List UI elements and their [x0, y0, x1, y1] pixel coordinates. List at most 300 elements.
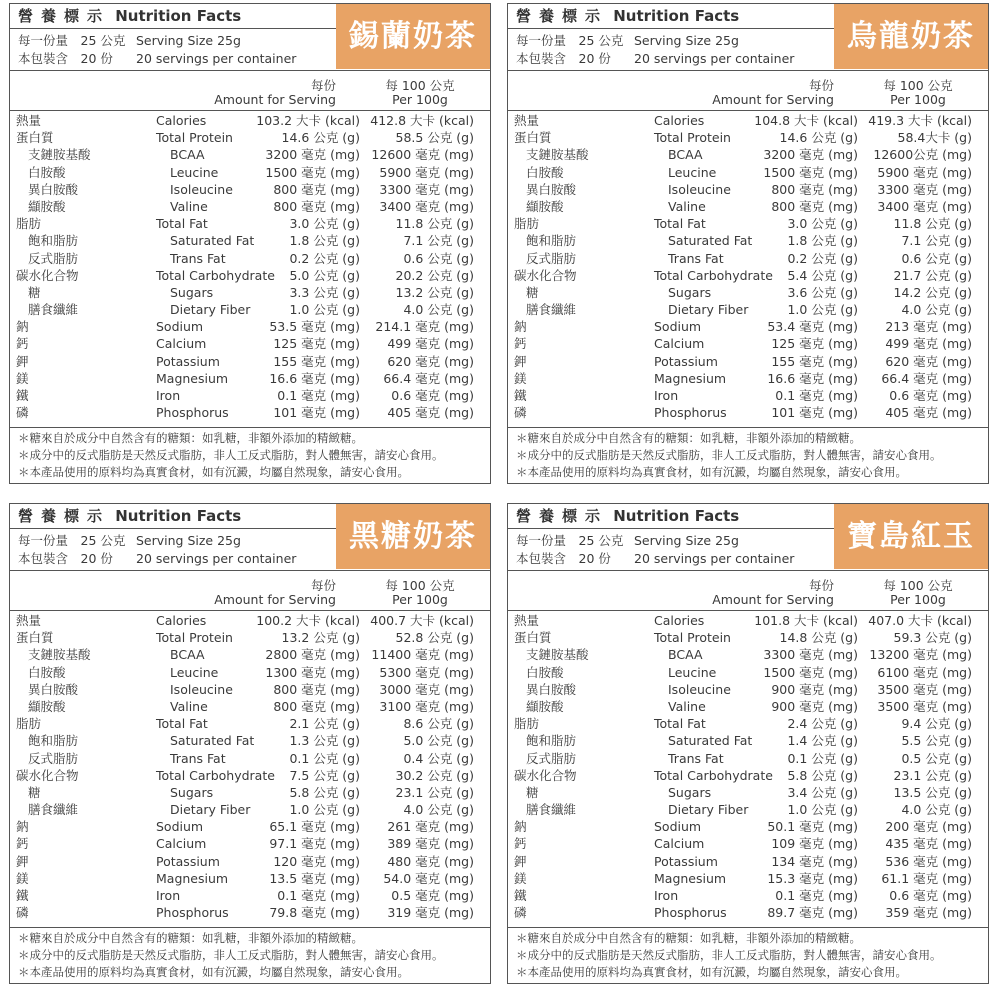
serving-info: [516, 532, 834, 568]
table-row: [10, 784, 490, 801]
nutrient-name-en: Valine: [668, 698, 706, 714]
nutrient-name-en: Calcium: [654, 336, 705, 352]
per-100g-value: 3500 毫克 (mg): [877, 681, 972, 697]
per-100g-value: 4.0 公克 (g): [901, 302, 972, 318]
title-en: Nutrition Facts: [613, 507, 740, 525]
per-100g-value: 4.0 公克 (g): [403, 802, 474, 818]
per-serving-value: 1.0 公克 (g): [289, 302, 360, 318]
per-100g-value: 213 毫克 (mg): [885, 319, 972, 335]
nutrient-name-en: Sugars: [170, 284, 214, 300]
nutrient-name-en: Trans Fat: [170, 250, 226, 266]
nutrient-name-en: Calories: [156, 113, 207, 128]
table-row: [10, 801, 490, 818]
nutrient-name-zh: 蛋白質: [514, 630, 552, 646]
servings-en: 20 servings per container: [136, 551, 297, 566]
per-100g-heading-zh: 每 100 公克: [385, 578, 455, 593]
footnotes: [516, 930, 942, 981]
nutrient-name-en: Isoleucine: [668, 181, 731, 197]
per-100g-value: 359 毫克 (mg): [885, 905, 972, 921]
per-100g-value: 480 毫克 (mg): [387, 853, 474, 869]
nutrient-name-en: Isoleucine: [170, 181, 233, 197]
table-row: [10, 301, 490, 318]
per-serving-heading-en: Amount for Serving: [712, 592, 834, 607]
nutrient-name-zh: 糖: [28, 284, 41, 300]
nutrient-name-en: Trans Fat: [668, 250, 724, 266]
nutrient-name-en: Total Fat: [156, 216, 208, 232]
table-row: [508, 318, 988, 335]
per-serving-value: 800 毫克 (mg): [771, 198, 858, 214]
divider: [10, 610, 490, 611]
per-serving-value: 2800 毫克 (mg): [265, 647, 360, 663]
serving-size-en: Serving Size 25g: [136, 33, 241, 48]
per-serving-value: 1.4 公克 (g): [787, 733, 858, 749]
table-row: [508, 732, 988, 749]
servings-en: 20 servings per container: [136, 51, 297, 66]
serving-info: [516, 32, 834, 68]
product-name-badge: 錫蘭奶茶: [336, 4, 490, 69]
table-row: [10, 146, 490, 163]
table-row: [10, 353, 490, 370]
nutrient-name-zh: 鈣: [514, 336, 527, 352]
nutrient-name-en: Calcium: [156, 836, 207, 852]
nutrient-name-zh: 鈉: [16, 319, 29, 335]
per-serving-value: 5.8 公克 (g): [787, 767, 858, 783]
nutrient-name-zh: 鎂: [514, 370, 527, 386]
nutrient-name-zh: 反式脂肪: [526, 750, 577, 766]
nutrient-name-zh: 蛋白質: [514, 130, 552, 146]
nutrient-name-en: Total Fat: [654, 716, 706, 732]
footnote: ＊成分中的反式脂肪是天然反式脂肪，非人工反式脂肪，對人體無害，請安心食用。: [516, 948, 942, 962]
per-100g-value: 5.5 公克 (g): [901, 733, 972, 749]
per-100g-value: 11.8 公克 (g): [395, 216, 474, 232]
nutrient-name-en: Iron: [654, 388, 679, 403]
nutrient-name-en: Total Carbohydrate: [654, 267, 773, 283]
nutrient-table: [508, 612, 988, 921]
serving-size-zh: 每一份量 25 公克: [516, 533, 624, 548]
table-row: [10, 767, 490, 784]
nutrient-name-zh: 糖: [526, 784, 539, 800]
nutrient-name-zh: 脂肪: [16, 716, 42, 732]
per-serving-heading-zh: 每份: [310, 78, 336, 93]
per-serving-value: 109 毫克 (mg): [771, 836, 858, 852]
nutrient-name-zh: 飽和脂肪: [28, 733, 79, 749]
per-serving-value: 101 毫克 (mg): [273, 405, 360, 421]
per-100g-value: 20.2 公克 (g): [395, 267, 474, 283]
table-row: [10, 250, 490, 267]
per-100g-value: 5900 毫克 (mg): [877, 164, 972, 180]
nutrient-name-en: Potassium: [654, 353, 718, 369]
table-row: [10, 318, 490, 335]
per-serving-value: 800 毫克 (mg): [273, 181, 360, 197]
per-100g-value: 3300 毫克 (mg): [877, 181, 972, 197]
per-serving-value: 1.8 公克 (g): [787, 233, 858, 249]
nutrient-name-en: Saturated Fat: [170, 233, 255, 249]
nutrient-name-zh: 飽和脂肪: [28, 233, 79, 249]
nutrient-name-zh: 磷: [514, 905, 527, 921]
table-row: [508, 250, 988, 267]
nutrient-name-zh: 異白胺酸: [526, 181, 577, 197]
per-100g-value: 261 毫克 (mg): [387, 819, 474, 835]
servings-zh: 本包裝含 20 份: [18, 51, 113, 66]
per-serving-value: 900 毫克 (mg): [771, 681, 858, 697]
footnote: ＊成分中的反式脂肪是天然反式脂肪，非人工反式脂肪，對人體無害，請安心食用。: [18, 448, 444, 462]
table-row: [508, 750, 988, 767]
nutrient-name-zh: 鎂: [16, 870, 29, 886]
per-serving-value: 5.4 公克 (g): [787, 267, 858, 283]
per-100g-value: 9.4 公克 (g): [901, 716, 972, 732]
per-100g-value: 0.5 毫克 (mg): [391, 888, 474, 903]
per-100g-value: 3400 毫克 (mg): [877, 198, 972, 214]
per-serving-value: 13.5 毫克 (mg): [269, 870, 360, 886]
serving-size-zh: 每一份量 25 公克: [516, 33, 624, 48]
per-100g-heading-en: Per 100g: [392, 592, 448, 607]
nutrient-name-en: Total Carbohydrate: [156, 767, 275, 783]
per-100g-value: 3500 毫克 (mg): [877, 698, 972, 714]
per-serving-value: 50.1 毫克 (mg): [767, 819, 858, 835]
table-row: [508, 301, 988, 318]
nutrient-name-zh: 熱量: [16, 613, 42, 628]
per-serving-value: 14.8 公克 (g): [779, 630, 858, 646]
nutrient-name-zh: 鉀: [514, 853, 527, 869]
nutrient-name-zh: 膳食纖維: [526, 302, 577, 318]
nutrient-name-zh: 碳水化合物: [16, 767, 79, 783]
per-serving-value: 1300 毫克 (mg): [265, 664, 360, 680]
per-serving-value: 3300 毫克 (mg): [763, 647, 858, 663]
table-row: [10, 335, 490, 352]
table-row: [10, 629, 490, 646]
nutrient-name-en: Total Fat: [156, 716, 208, 732]
table-row: [10, 164, 490, 181]
footnote: ＊本產品使用的原料均為真實食材，如有沉澱，均屬自然現象，請安心食用。: [516, 465, 907, 479]
nutrient-name-en: Phosphorus: [654, 405, 727, 421]
table-row: [508, 198, 988, 215]
per-serving-heading-zh: 每份: [808, 78, 834, 93]
servings-en: 20 servings per container: [634, 51, 795, 66]
table-row: [10, 404, 490, 421]
table-row: [10, 715, 490, 732]
nutrient-name-en: Total Protein: [654, 630, 731, 646]
title-zh: 營養標示: [18, 507, 111, 525]
divider: [508, 927, 988, 928]
divider: [10, 927, 490, 928]
per-100g-value: 200 毫克 (mg): [885, 819, 972, 835]
table-row: [508, 646, 988, 663]
per-serving-heading-zh: 每份: [808, 578, 834, 593]
per-serving-value: 0.1 公克 (g): [787, 750, 858, 766]
nutrient-name-en: Potassium: [156, 353, 220, 369]
nutrient-table: [508, 112, 988, 421]
nutrient-name-en: Magnesium: [654, 370, 727, 386]
per-100g-value: 13.5 公克 (g): [893, 784, 972, 800]
per-100g-value: 23.1 公克 (g): [893, 767, 972, 783]
table-row: [508, 681, 988, 698]
per-serving-value: 1500 毫克 (mg): [763, 664, 858, 680]
nutrient-name-en: Sugars: [170, 784, 214, 800]
serving-info: [18, 532, 336, 568]
per-serving-value: 16.6 毫克 (mg): [767, 370, 858, 386]
table-row: [508, 129, 988, 146]
nutrient-name-en: Potassium: [654, 853, 718, 869]
nutrient-name-en: Total Protein: [156, 630, 233, 646]
table-row: [508, 353, 988, 370]
per-serving-value: 1.0 公克 (g): [787, 302, 858, 318]
per-serving-value: 100.2 大卡 (kcal): [256, 613, 360, 628]
table-row: [10, 129, 490, 146]
per-serving-value: 14.6 公克 (g): [779, 130, 858, 146]
nutrient-name-zh: 鉀: [16, 853, 29, 869]
nutrient-name-en: Iron: [156, 388, 181, 403]
per-serving-value: 14.6 公克 (g): [281, 130, 360, 146]
per-serving-value: 0.1 毫克 (mg): [277, 888, 360, 903]
nutrient-name-zh: 脂肪: [514, 716, 540, 732]
table-row: [10, 612, 490, 629]
table-row: [10, 870, 490, 887]
nutrient-table: [10, 112, 490, 421]
nutrient-table: [10, 612, 490, 921]
nutrient-name-en: Sodium: [654, 819, 702, 835]
per-serving-value: 3.4 公克 (g): [787, 784, 858, 800]
per-100g-value: 0.6 毫克 (mg): [889, 888, 972, 903]
table-row: [10, 198, 490, 215]
divider: [508, 427, 988, 428]
per-100g-value: 58.4大卡 (g): [897, 130, 972, 146]
nutrient-name-zh: 熱量: [16, 113, 42, 128]
per-serving-value: 800 毫克 (mg): [273, 698, 360, 714]
per-100g-value: 54.0 毫克 (mg): [383, 870, 474, 886]
table-row: [508, 698, 988, 715]
footnotes: [18, 930, 444, 981]
table-row: [10, 818, 490, 835]
table-row: [508, 112, 988, 129]
serving-size-en: Serving Size 25g: [634, 33, 739, 48]
per-serving-value: 104.8 大卡 (kcal): [754, 113, 858, 128]
nutrient-name-en: Phosphorus: [156, 405, 229, 421]
table-row: [508, 887, 988, 904]
nutrient-name-zh: 膳食纖維: [28, 302, 79, 318]
nutrient-name-en: Dietary Fiber: [668, 802, 749, 818]
nutrient-name-zh: 糖: [28, 784, 41, 800]
nutrient-name-zh: 纈胺酸: [28, 698, 66, 714]
nutrient-name-en: Dietary Fiber: [170, 302, 251, 318]
table-row: [508, 370, 988, 387]
divider: [10, 70, 490, 71]
per-serving-value: 53.5 毫克 (mg): [269, 319, 360, 335]
per-100g-value: 3000 毫克 (mg): [379, 681, 474, 697]
per-100g-value: 319 毫克 (mg): [387, 905, 474, 921]
per-100g-value: 6100 毫克 (mg): [877, 664, 972, 680]
panel-title: [10, 504, 336, 529]
title-zh: 營養標示: [18, 7, 111, 25]
nutrient-name-zh: 糖: [526, 284, 539, 300]
nutrient-name-zh: 脂肪: [514, 216, 540, 232]
nutrient-name-zh: 纈胺酸: [526, 198, 564, 214]
nutrient-name-zh: 飽和脂肪: [526, 733, 577, 749]
table-row: [508, 870, 988, 887]
nutrient-name-zh: 支鏈胺基酸: [526, 647, 589, 663]
per-serving-value: 15.3 毫克 (mg): [767, 870, 858, 886]
title-en: Nutrition Facts: [115, 7, 242, 25]
table-row: [508, 904, 988, 921]
per-serving-heading-en: Amount for Serving: [712, 92, 834, 107]
per-serving-value: 65.1 毫克 (mg): [269, 819, 360, 835]
per-serving-value: 900 毫克 (mg): [771, 698, 858, 714]
nutrient-name-en: Sugars: [668, 784, 712, 800]
table-row: [508, 835, 988, 852]
per-100g-value: 0.6 公克 (g): [901, 250, 972, 266]
per-serving-value: 1500 毫克 (mg): [265, 164, 360, 180]
nutrient-name-zh: 纈胺酸: [526, 698, 564, 714]
per-100g-value: 389 毫克 (mg): [387, 836, 474, 852]
product-name-badge: 烏龍奶茶: [834, 4, 988, 69]
per-100g-heading-zh: 每 100 公克: [385, 78, 455, 93]
per-100g-value: 58.5 公克 (g): [395, 130, 474, 146]
per-100g-value: 13200 毫克 (mg): [869, 647, 972, 663]
nutrient-name-zh: 碳水化合物: [514, 767, 577, 783]
per-serving-value: 103.2 大卡 (kcal): [256, 113, 360, 128]
nutrient-name-zh: 熱量: [514, 613, 540, 628]
per-serving-value: 155 毫克 (mg): [771, 353, 858, 369]
nutrient-name-zh: 磷: [514, 405, 527, 421]
table-row: [10, 904, 490, 921]
per-serving-heading-zh: 每份: [310, 578, 336, 593]
per-100g-value: 5900 毫克 (mg): [379, 164, 474, 180]
per-100g-value: 11400 毫克 (mg): [371, 647, 474, 663]
per-100g-value: 405 毫克 (mg): [885, 405, 972, 421]
divider: [508, 610, 988, 611]
footnote: ＊糖來自於成分中自然含有的糖類：如乳糖，非額外添加的精緻糖。: [516, 931, 861, 945]
per-100g-value: 59.3 公克 (g): [893, 630, 972, 646]
nutrient-name-zh: 鉀: [514, 353, 527, 369]
table-row: [10, 664, 490, 681]
per-serving-value: 800 毫克 (mg): [273, 198, 360, 214]
serving-size-en: Serving Size 25g: [634, 533, 739, 548]
per-100g-value: 52.8 公克 (g): [395, 630, 474, 646]
nutrient-name-zh: 鎂: [16, 370, 29, 386]
per-serving-value: 7.5 公克 (g): [289, 767, 360, 783]
panel-title: [10, 4, 336, 29]
per-serving-value: 5.8 公克 (g): [289, 784, 360, 800]
nutrient-name-en: Calories: [156, 613, 207, 628]
table-row: [10, 267, 490, 284]
per-100g-value: 405 毫克 (mg): [387, 405, 474, 421]
per-serving-value: 1.8 公克 (g): [289, 233, 360, 249]
nutrient-name-en: Sugars: [668, 284, 712, 300]
per-100g-value: 0.5 公克 (g): [901, 750, 972, 766]
per-100g-value: 23.1 公克 (g): [395, 784, 474, 800]
table-row: [10, 232, 490, 249]
nutrient-name-zh: 白胺酸: [526, 164, 564, 180]
footnote: ＊本產品使用的原料均為真實食材，如有沉澱，均屬自然現象，請安心食用。: [516, 965, 907, 979]
divider: [10, 427, 490, 428]
nutrient-name-zh: 飽和脂肪: [526, 233, 577, 249]
per-100g-value: 400.7 大卡 (kcal): [370, 613, 474, 628]
per-100g-heading-en: Per 100g: [890, 92, 946, 107]
per-serving-value: 0.2 公克 (g): [787, 250, 858, 266]
nutrient-name-en: BCAA: [170, 647, 205, 663]
per-serving-value: 89.7 毫克 (mg): [767, 905, 858, 921]
footnote: ＊糖來自於成分中自然含有的糖類：如乳糖，非額外添加的精緻糖。: [18, 431, 363, 445]
per-serving-value: 0.1 毫克 (mg): [775, 388, 858, 403]
servings-en: 20 servings per container: [634, 551, 795, 566]
nutrient-name-zh: 碳水化合物: [514, 267, 577, 283]
table-row: [508, 215, 988, 232]
nutrient-name-zh: 鈣: [16, 336, 29, 352]
per-serving-value: 3.6 公克 (g): [787, 284, 858, 300]
per-100g-value: 3100 毫克 (mg): [379, 698, 474, 714]
servings-zh: 本包裝含 20 份: [516, 551, 611, 566]
nutrient-name-zh: 鈉: [514, 319, 527, 335]
table-row: [10, 853, 490, 870]
nutrient-name-en: Saturated Fat: [668, 233, 753, 249]
title-en: Nutrition Facts: [115, 507, 242, 525]
nutrient-name-zh: 白胺酸: [526, 664, 564, 680]
per-serving-value: 1.3 公克 (g): [289, 733, 360, 749]
per-serving-value: 3200 毫克 (mg): [265, 147, 360, 163]
per-100g-value: 66.4 毫克 (mg): [881, 370, 972, 386]
table-row: [508, 801, 988, 818]
nutrient-name-zh: 鉀: [16, 353, 29, 369]
nutrient-name-zh: 反式脂肪: [526, 250, 577, 266]
nutrient-name-en: Leucine: [668, 664, 717, 680]
nutrient-name-en: Sodium: [156, 319, 204, 335]
nutrient-name-zh: 磷: [16, 905, 29, 921]
nutrient-name-en: Sodium: [156, 819, 204, 835]
per-serving-value: 3200 毫克 (mg): [763, 147, 858, 163]
nutrient-name-en: Potassium: [156, 853, 220, 869]
per-serving-value: 120 毫克 (mg): [273, 853, 360, 869]
nutrient-name-en: Total Carbohydrate: [156, 267, 275, 283]
per-100g-value: 3300 毫克 (mg): [379, 181, 474, 197]
nutrient-name-en: BCAA: [668, 647, 703, 663]
divider: [508, 570, 988, 571]
per-100g-value: 214.1 毫克 (mg): [375, 319, 474, 335]
per-100g-value: 7.1 公克 (g): [901, 233, 972, 249]
per-100g-value: 5.0 公克 (g): [403, 733, 474, 749]
nutrition-label-panel: [9, 503, 491, 984]
table-row: [10, 698, 490, 715]
nutrient-name-en: Isoleucine: [170, 681, 233, 697]
table-row: [508, 181, 988, 198]
per-100g-heading-en: Per 100g: [392, 92, 448, 107]
per-100g-value: 0.6 毫克 (mg): [391, 388, 474, 403]
footnote: ＊成分中的反式脂肪是天然反式脂肪，非人工反式脂肪，對人體無害，請安心食用。: [18, 948, 444, 962]
nutrient-name-en: Leucine: [170, 164, 219, 180]
nutrient-name-en: Leucine: [170, 664, 219, 680]
nutrient-name-zh: 蛋白質: [16, 130, 54, 146]
nutrient-name-zh: 熱量: [514, 113, 540, 128]
per-100g-value: 4.0 公克 (g): [901, 802, 972, 818]
nutrient-name-en: Sodium: [654, 319, 702, 335]
per-100g-value: 4.0 公克 (g): [403, 302, 474, 318]
per-serving-value: 79.8 毫克 (mg): [269, 905, 360, 921]
per-100g-value: 407.0 大卡 (kcal): [868, 613, 972, 628]
serving-size-zh: 每一份量 25 公克: [18, 533, 126, 548]
title-zh: 營養標示: [516, 507, 609, 525]
table-row: [10, 732, 490, 749]
nutrient-name-en: Dietary Fiber: [668, 302, 749, 318]
nutrient-name-zh: 異白胺酸: [28, 181, 79, 197]
per-serving-value: 0.1 毫克 (mg): [775, 888, 858, 903]
nutrient-name-zh: 碳水化合物: [16, 267, 79, 283]
per-100g-value: 499 毫克 (mg): [387, 336, 474, 352]
table-row: [508, 146, 988, 163]
nutrient-name-en: Calcium: [654, 836, 705, 852]
per-100g-value: 419.3 大卡 (kcal): [868, 113, 972, 128]
product-name-badge: 黑糖奶茶: [336, 504, 490, 569]
serving-size-zh: 每一份量 25 公克: [18, 33, 126, 48]
per-serving-value: 1.0 公克 (g): [289, 802, 360, 818]
servings-zh: 本包裝含 20 份: [18, 551, 113, 566]
